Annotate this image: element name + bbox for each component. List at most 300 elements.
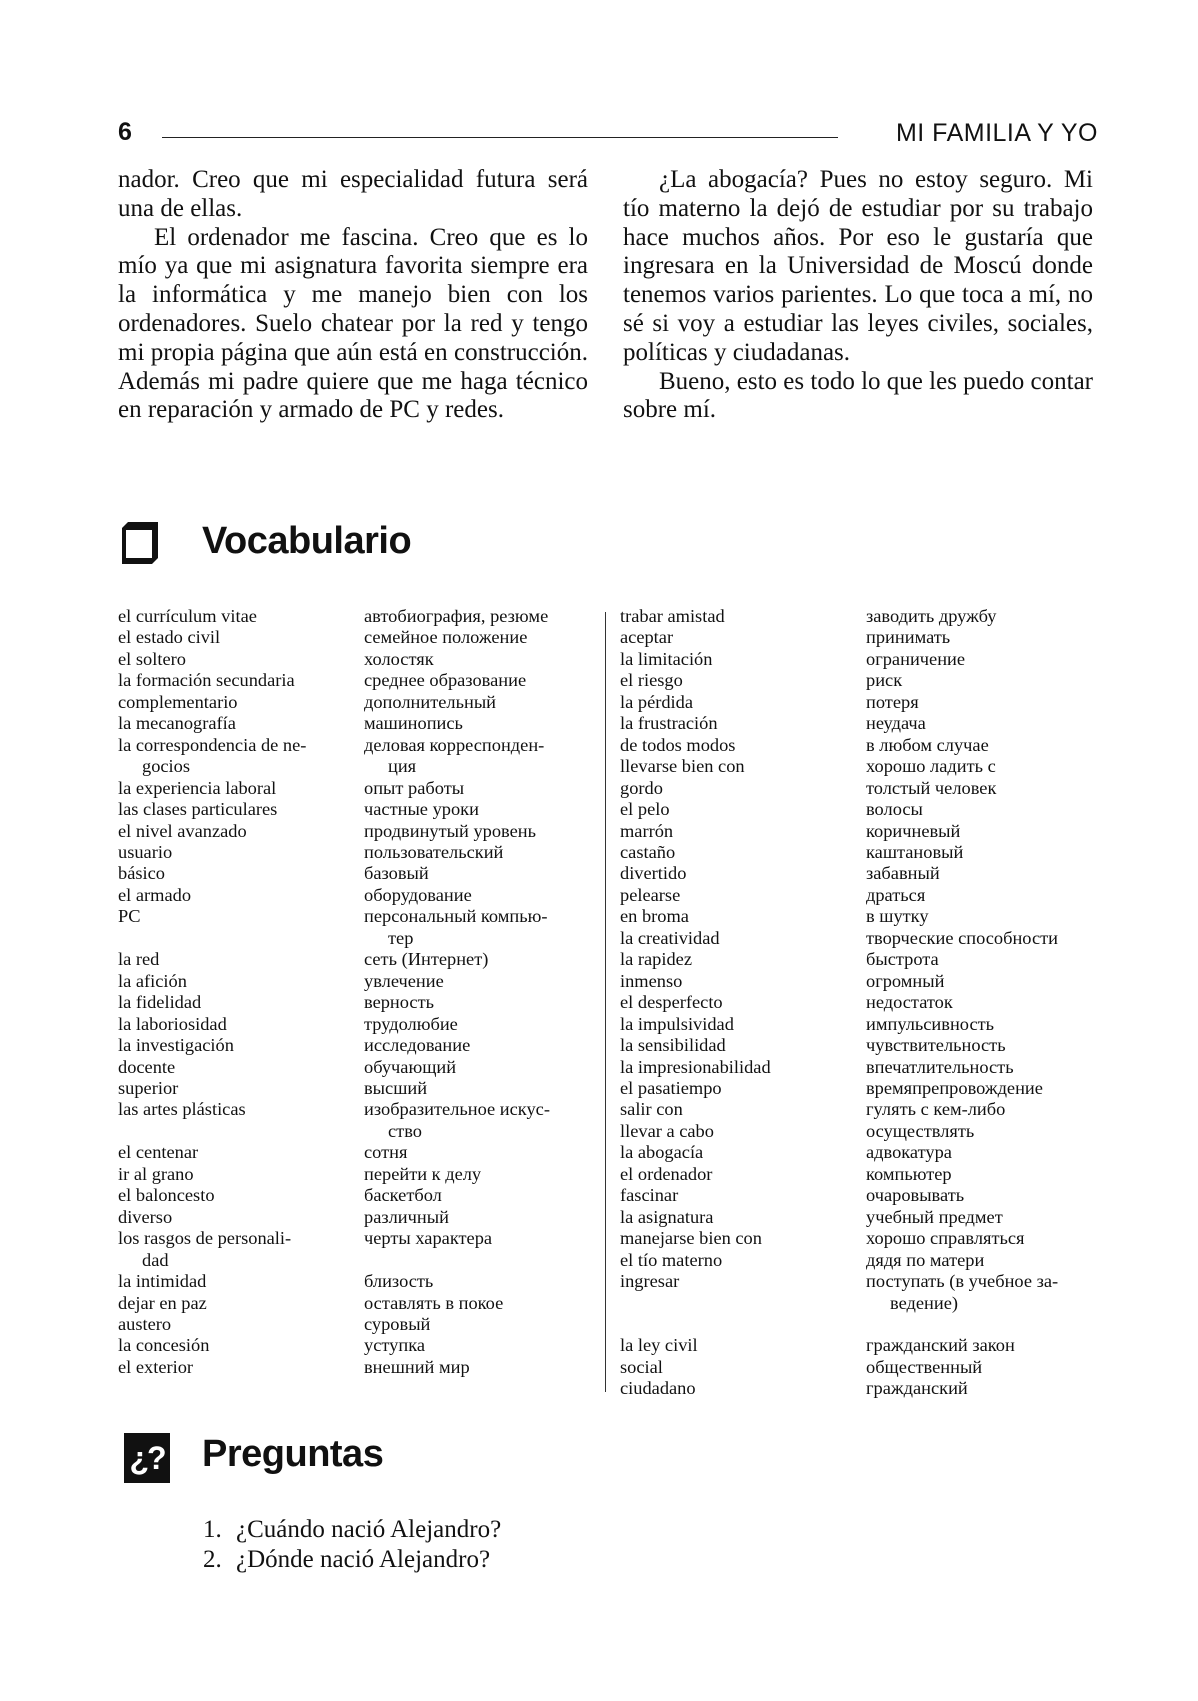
question-text: ¿Cuándo nació Alejandro? bbox=[236, 1516, 502, 1543]
vocab-spanish bbox=[118, 863, 364, 884]
vocab-russian-line: обучающий bbox=[364, 1056, 457, 1077]
vocab-russian-line: волосы bbox=[866, 799, 923, 820]
vocab-russian-line: опыт работы bbox=[364, 777, 465, 798]
vocab-spanish-line: el armado bbox=[118, 884, 192, 905]
vocab-russian bbox=[866, 778, 1098, 799]
vocab-entry bbox=[118, 1314, 598, 1335]
vocab-russian-line: творческие способности bbox=[866, 927, 1059, 948]
vocabulary-half-right bbox=[620, 606, 1100, 1400]
body-paragraph: El ordenador me fascina. Creo que es lo mío ya que mi asignatura favorita siempre era la informática y me manejo bien con los ordenadores. Suelo chatear por la red y tengo mi propia página que aún está en construcción. Además mi padre quiere que me haga técnico en reparación y armado de PC y redes. bbox=[118, 223, 588, 424]
vocab-entry bbox=[118, 1078, 598, 1099]
vocab-spanish-line: docente bbox=[118, 1056, 176, 1077]
vocab-spanish bbox=[620, 1057, 866, 1078]
vocab-russian bbox=[364, 649, 596, 670]
vocab-spanish-line: el estado civil bbox=[118, 627, 221, 648]
vocab-russian bbox=[866, 799, 1098, 820]
vocab-russian-line: забавный bbox=[866, 863, 940, 884]
vocab-entry bbox=[620, 1250, 1100, 1271]
vocab-spanish-line: los rasgos de personali- bbox=[118, 1228, 292, 1249]
vocab-entry bbox=[118, 971, 598, 992]
vocab-entry bbox=[620, 1378, 1100, 1399]
vocab-entry bbox=[118, 885, 598, 906]
question-item bbox=[203, 1515, 903, 1545]
vocab-spanish-line: castaño bbox=[620, 841, 676, 862]
vocab-spanish-line: el desperfecto bbox=[620, 992, 723, 1013]
vocab-russian-line: принимать bbox=[866, 627, 951, 648]
vocab-russian-line: общественный bbox=[866, 1356, 983, 1377]
vocab-russian bbox=[364, 713, 596, 734]
vocab-russian-line: частные уроки bbox=[364, 799, 479, 820]
vocab-russian bbox=[866, 1014, 1098, 1035]
vocab-russian-line: персональный компью- bbox=[364, 906, 548, 927]
vocab-spanish-line: la abogacía bbox=[620, 1142, 704, 1163]
vocab-spanish-line: complementario bbox=[118, 691, 238, 712]
vocab-spanish bbox=[118, 1293, 364, 1314]
vocab-entry bbox=[620, 906, 1100, 927]
vocab-russian bbox=[364, 992, 596, 1013]
vocab-entry bbox=[620, 1057, 1100, 1078]
question-text: ¿Dónde nació Alejandro? bbox=[236, 1546, 491, 1573]
square-outline-icon bbox=[120, 520, 160, 566]
vocab-spanish-line: el riesgo bbox=[620, 670, 683, 691]
vocab-russian bbox=[364, 1014, 596, 1035]
vocab-russian-line: драться bbox=[866, 884, 926, 905]
vocab-entry bbox=[620, 1335, 1100, 1356]
vocab-entry bbox=[620, 1164, 1100, 1185]
vocab-spanish bbox=[118, 1142, 364, 1163]
vocab-russian-line: холостяк bbox=[364, 648, 434, 669]
vocab-spanish bbox=[620, 1228, 866, 1249]
vocab-entry bbox=[118, 1293, 598, 1314]
vocab-russian-line: высший bbox=[364, 1077, 428, 1098]
vocab-russian-line: ограничение bbox=[866, 648, 966, 669]
questions-heading bbox=[118, 1429, 818, 1485]
vocab-russian-line: гражданский закон bbox=[866, 1335, 1015, 1356]
vocab-spanish-line: el pasatiempo bbox=[620, 1077, 722, 1098]
vocab-entry bbox=[118, 713, 598, 734]
vocab-russian bbox=[364, 1142, 596, 1163]
vocab-spanish bbox=[620, 1078, 866, 1099]
vocab-spanish bbox=[118, 1335, 364, 1356]
vocab-entry bbox=[620, 799, 1100, 820]
vocab-entry bbox=[118, 1207, 598, 1228]
vocab-spanish-line: las clases particulares bbox=[118, 799, 278, 820]
vocab-russian bbox=[364, 1164, 596, 1185]
vocab-spanish bbox=[620, 713, 866, 734]
vocab-spanish bbox=[118, 1228, 364, 1271]
vocab-spanish bbox=[118, 735, 364, 778]
vocab-spanish-line: la ley civil bbox=[620, 1335, 698, 1356]
vocab-spanish bbox=[118, 627, 364, 648]
vocab-spanish bbox=[118, 885, 364, 906]
vocab-russian-line: трудолюбие bbox=[364, 1013, 458, 1034]
vocab-spanish-line: PC bbox=[118, 906, 141, 927]
vocab-spanish bbox=[620, 1121, 866, 1142]
vocab-spanish-line: el nivel avanzado bbox=[118, 820, 247, 841]
vocab-russian bbox=[866, 1357, 1098, 1378]
vocab-russian-line: недостаток bbox=[866, 992, 953, 1013]
vocab-spanish-line: el currículum vitae bbox=[118, 606, 257, 626]
vocab-entry bbox=[620, 1357, 1100, 1378]
vocab-russian-line: времяпрепровождение bbox=[866, 1077, 1043, 1098]
vocab-spanish-line: la experiencia laboral bbox=[118, 777, 277, 798]
vocab-russian bbox=[364, 1357, 596, 1378]
vocab-entry bbox=[620, 778, 1100, 799]
vocab-russian-line: перейти к делу bbox=[364, 1163, 482, 1184]
vocab-russian bbox=[866, 821, 1098, 842]
vocab-spanish bbox=[118, 906, 364, 949]
vocab-russian-line: верность bbox=[364, 992, 435, 1013]
vocab-spanish bbox=[118, 971, 364, 992]
question-mark-icon: ¿? bbox=[124, 1433, 170, 1483]
vocab-spanish-line: la afición bbox=[118, 970, 187, 991]
vocab-spanish-line: básico bbox=[118, 863, 165, 884]
vocab-entry bbox=[620, 1035, 1100, 1056]
vocab-spanish bbox=[118, 692, 364, 713]
vocab-spanish bbox=[620, 799, 866, 820]
vocab-russian bbox=[866, 1121, 1098, 1142]
vocab-spanish-line: la correspondencia de ne- bbox=[118, 734, 307, 755]
vocab-spanish bbox=[620, 1035, 866, 1056]
vocab-spanish-line: la impresionabilidad bbox=[620, 1056, 771, 1077]
vocab-entry bbox=[118, 1335, 598, 1356]
vocab-spanish bbox=[118, 713, 364, 734]
vocab-russian bbox=[866, 971, 1098, 992]
vocab-russian-line: близость bbox=[364, 1271, 434, 1292]
vocab-entry bbox=[118, 906, 598, 949]
vocab-entry bbox=[118, 778, 598, 799]
vocab-spanish-line: la red bbox=[118, 949, 160, 970]
vocab-entry bbox=[118, 1271, 598, 1292]
vocab-entry bbox=[620, 842, 1100, 863]
question-number: 1. bbox=[203, 1516, 222, 1543]
vocab-entry bbox=[118, 1185, 598, 1206]
vocab-spanish-line: ciudadano bbox=[620, 1378, 696, 1399]
vocab-russian bbox=[364, 1335, 596, 1356]
vocab-russian-line: черты характера bbox=[364, 1228, 493, 1249]
vocab-spanish bbox=[620, 627, 866, 648]
vocab-spanish bbox=[620, 885, 866, 906]
page-number: 6 bbox=[118, 118, 132, 146]
vocab-entry bbox=[620, 885, 1100, 906]
vocab-russian bbox=[866, 735, 1098, 756]
vocab-russian bbox=[364, 1314, 596, 1335]
vocab-spanish bbox=[118, 1057, 364, 1078]
vocab-russian bbox=[866, 1250, 1098, 1271]
vocab-russian bbox=[866, 1035, 1098, 1056]
vocab-russian-line: среднее образование bbox=[364, 670, 527, 691]
vocab-russian bbox=[364, 863, 596, 884]
vocab-russian-line: хорошо справляться bbox=[866, 1228, 1025, 1249]
vocab-russian-line: потеря bbox=[866, 691, 919, 712]
vocab-spanish-line: diverso bbox=[118, 1206, 173, 1227]
vocab-spanish-line: el ordenador bbox=[620, 1163, 713, 1184]
vocabulary-heading bbox=[118, 516, 818, 572]
vocab-spanish-line: ir al grano bbox=[118, 1163, 194, 1184]
vocab-spanish bbox=[620, 928, 866, 949]
vocab-spanish bbox=[118, 949, 364, 970]
vocab-entry bbox=[118, 1014, 598, 1035]
vocab-russian bbox=[866, 1378, 1098, 1399]
vocab-russian bbox=[866, 863, 1098, 884]
vocab-entry bbox=[620, 1207, 1100, 1228]
vocab-entry bbox=[118, 992, 598, 1013]
vocab-russian-line: автобиография, резюме bbox=[364, 606, 549, 626]
vocab-spanish-line: la laboriosidad bbox=[118, 1013, 227, 1034]
vocab-spanish-line: la concesión bbox=[118, 1335, 210, 1356]
vocab-spanish bbox=[620, 735, 866, 756]
vocab-russian bbox=[866, 1335, 1098, 1356]
vocab-entry bbox=[118, 1228, 598, 1271]
vocab-entry bbox=[620, 1142, 1100, 1163]
vocab-spanish bbox=[118, 1185, 364, 1206]
vocab-russian bbox=[866, 606, 1098, 627]
vocab-entry bbox=[118, 1357, 598, 1378]
vocab-entry bbox=[118, 842, 598, 863]
vocab-entry bbox=[620, 1014, 1100, 1035]
vocab-russian bbox=[866, 692, 1098, 713]
vocab-spanish-line: de todos modos bbox=[620, 734, 736, 755]
vocab-russian-line: уступка bbox=[364, 1335, 426, 1356]
vocab-russian-line: риск bbox=[866, 670, 903, 691]
vocab-spanish bbox=[620, 1357, 866, 1378]
vocab-russian bbox=[364, 627, 596, 648]
vocab-russian-line: каштановый bbox=[866, 841, 964, 862]
vocab-entry bbox=[118, 949, 598, 970]
vocab-russian-line: очаровывать bbox=[866, 1185, 965, 1206]
question-item bbox=[203, 1545, 903, 1575]
vocab-entry bbox=[620, 1228, 1100, 1249]
vocab-russian-line: пользовательский bbox=[364, 841, 504, 862]
vocab-entry bbox=[620, 1099, 1100, 1120]
vocab-russian bbox=[866, 1207, 1098, 1228]
vocab-entry bbox=[118, 1099, 598, 1142]
vocab-russian-line: исследование bbox=[364, 1035, 471, 1056]
vocab-russian-line: впечатлительность bbox=[866, 1056, 1014, 1077]
vocab-spanish-line: el tío materno bbox=[620, 1249, 723, 1270]
vocab-spanish bbox=[118, 842, 364, 863]
vocab-entry bbox=[118, 799, 598, 820]
vocab-entry bbox=[118, 1057, 598, 1078]
vocab-spanish bbox=[620, 906, 866, 927]
vocab-russian bbox=[364, 1228, 596, 1271]
vocabulary-half-left bbox=[118, 606, 598, 1378]
vocab-spanish-line: dad bbox=[142, 1249, 169, 1270]
vocab-spanish-line: dejar en paz bbox=[118, 1292, 207, 1313]
vocab-spanish bbox=[620, 842, 866, 863]
vocab-spanish-line: el centenar bbox=[118, 1142, 199, 1163]
vocab-spanish-line: marrón bbox=[620, 820, 674, 841]
vocab-spanish bbox=[620, 1164, 866, 1185]
vocab-russian-line: оставлять в покое bbox=[364, 1292, 504, 1313]
vocab-russian bbox=[364, 1293, 596, 1314]
vocab-spanish bbox=[118, 649, 364, 670]
header-rule bbox=[162, 137, 838, 138]
vocab-russian-line: в шутку bbox=[866, 906, 929, 927]
vocab-russian-line: ство bbox=[388, 1120, 422, 1141]
vocab-spanish bbox=[620, 971, 866, 992]
vocab-spanish bbox=[620, 670, 866, 691]
vocab-spanish bbox=[620, 692, 866, 713]
vocab-spanish bbox=[118, 670, 364, 691]
vocab-russian bbox=[364, 842, 596, 863]
vocab-spanish-line: en broma bbox=[620, 906, 689, 927]
vocab-spanish bbox=[118, 606, 364, 627]
vocab-russian-line: компьютер bbox=[866, 1163, 952, 1184]
vocab-russian bbox=[364, 1185, 596, 1206]
vocab-entry bbox=[620, 992, 1100, 1013]
vocab-russian bbox=[364, 885, 596, 906]
vocab-russian-line: внешний мир bbox=[364, 1356, 470, 1377]
vocab-entry bbox=[620, 971, 1100, 992]
vocab-russian-line: импульсивность bbox=[866, 1013, 995, 1034]
vocabulary-divider bbox=[605, 612, 606, 1392]
vocabulary-title: Vocabulario bbox=[202, 520, 412, 562]
vocab-spanish bbox=[620, 1207, 866, 1228]
vocab-spanish-line: la pérdida bbox=[620, 691, 694, 712]
vocab-spanish-line: la frustración bbox=[620, 713, 718, 734]
vocab-russian-line: гулять с кем-либо bbox=[866, 1099, 1006, 1120]
vocab-spanish-line: la asignatura bbox=[620, 1206, 714, 1227]
vocab-spanish bbox=[620, 1271, 866, 1314]
vocab-spanish-line: aceptar bbox=[620, 627, 674, 648]
vocab-spanish-line: superior bbox=[118, 1077, 179, 1098]
vocab-russian bbox=[866, 1185, 1098, 1206]
body-paragraph: Bueno, esto es todo lo que les puedo contar sobre mí. bbox=[623, 367, 1093, 424]
vocab-russian bbox=[866, 1078, 1098, 1099]
vocab-russian-line: семейное положение bbox=[364, 627, 528, 648]
vocab-entry bbox=[620, 1121, 1100, 1142]
vocab-spanish bbox=[118, 1014, 364, 1035]
vocab-spanish bbox=[118, 1314, 364, 1335]
vocab-entry bbox=[620, 756, 1100, 777]
vocab-spanish bbox=[118, 1099, 364, 1142]
vocab-russian bbox=[866, 756, 1098, 777]
questions-title: Preguntas bbox=[202, 1433, 384, 1475]
vocab-russian bbox=[866, 1228, 1098, 1249]
vocab-entry bbox=[118, 627, 598, 648]
vocab-spanish bbox=[620, 1378, 866, 1399]
vocab-russian bbox=[866, 1271, 1098, 1314]
vocab-entry bbox=[620, 627, 1100, 648]
vocab-spanish-line: usuario bbox=[118, 841, 173, 862]
vocab-spanish bbox=[620, 649, 866, 670]
vocab-spanish-line: la formación secundaria bbox=[118, 670, 295, 691]
vocab-russian bbox=[866, 1057, 1098, 1078]
vocab-russian bbox=[866, 1164, 1098, 1185]
vocab-spanish bbox=[620, 756, 866, 777]
vocab-russian-line: чувствительность bbox=[866, 1035, 1006, 1056]
vocab-entry bbox=[620, 1185, 1100, 1206]
vocab-spanish-line: el exterior bbox=[118, 1356, 194, 1377]
vocab-spanish-line: la limitación bbox=[620, 648, 713, 669]
vocab-entry bbox=[620, 863, 1100, 884]
questions-list bbox=[203, 1515, 903, 1575]
vocab-entry bbox=[620, 606, 1100, 627]
vocab-russian bbox=[866, 649, 1098, 670]
vocab-russian-line: машинопись bbox=[364, 713, 463, 734]
vocab-entry bbox=[118, 1035, 598, 1056]
vocab-spanish bbox=[620, 821, 866, 842]
vocab-russian-line: быстрота bbox=[866, 949, 939, 970]
vocab-entry bbox=[118, 670, 598, 691]
vocab-spanish-line: llevarse bien con bbox=[620, 756, 745, 777]
vocab-spanish-line: social bbox=[620, 1356, 663, 1377]
vocab-russian bbox=[866, 713, 1098, 734]
vocab-spanish bbox=[118, 821, 364, 842]
vocab-russian bbox=[866, 1099, 1098, 1120]
vocab-russian-line: коричневый bbox=[866, 820, 961, 841]
vocab-russian-line: ведение) bbox=[890, 1292, 958, 1313]
vocab-russian bbox=[866, 1142, 1098, 1163]
vocab-russian-line: огромный bbox=[866, 970, 945, 991]
vocab-entry bbox=[118, 863, 598, 884]
vocab-spanish bbox=[118, 1078, 364, 1099]
vocab-entry bbox=[118, 1142, 598, 1163]
vocab-russian-line: баскетбол bbox=[364, 1185, 442, 1206]
vocab-entry bbox=[118, 606, 598, 627]
vocab-spanish bbox=[620, 992, 866, 1013]
vocab-spanish bbox=[118, 1207, 364, 1228]
vocab-spanish bbox=[620, 949, 866, 970]
vocab-entry bbox=[620, 821, 1100, 842]
vocab-spanish bbox=[118, 992, 364, 1013]
vocab-russian bbox=[364, 1207, 596, 1228]
vocab-spanish bbox=[620, 1099, 866, 1120]
vocab-russian bbox=[364, 670, 596, 691]
vocab-russian bbox=[364, 1057, 596, 1078]
vocab-russian bbox=[866, 906, 1098, 927]
vocab-spanish-line: gordo bbox=[620, 777, 663, 798]
body-paragraph: ¿La abogacía? Pues no estoy seguro. Mi tío materno la dejó de estudiar por su trabajo hace muchos años. Por eso le gustaría que ingresara en la Universidad de Moscú donde tenemos varios parientes. Lo que toca a mí, no sé si voy a estudiar las leyes civiles, sociales, políticas y ciudadanas. bbox=[623, 166, 1093, 366]
vocab-spanish-line: ingresar bbox=[620, 1271, 680, 1292]
vocab-russian bbox=[364, 971, 596, 992]
vocab-russian bbox=[364, 906, 596, 949]
vocab-russian bbox=[364, 799, 596, 820]
vocab-russian-line: хорошо ладить с bbox=[866, 756, 996, 777]
text-column-left bbox=[118, 166, 588, 425]
vocab-entry bbox=[620, 949, 1100, 970]
vocab-russian-line: сеть (Интернет) bbox=[364, 949, 489, 970]
vocab-entry bbox=[620, 928, 1100, 949]
vocab-entry bbox=[620, 1078, 1100, 1099]
vocab-spanish bbox=[118, 1357, 364, 1378]
vocab-spanish-line: salir con bbox=[620, 1099, 683, 1120]
vocab-spanish-line: la creatividad bbox=[620, 927, 720, 948]
vocab-russian bbox=[866, 928, 1098, 949]
vocab-russian-line: заводить дружбу bbox=[866, 606, 997, 626]
vocab-spanish-line: austero bbox=[118, 1313, 172, 1334]
vocab-russian bbox=[364, 1271, 596, 1292]
vocab-russian bbox=[866, 627, 1098, 648]
text-column-right bbox=[623, 166, 1093, 425]
vocab-russian bbox=[364, 735, 596, 778]
running-header bbox=[118, 118, 1098, 152]
vocab-spanish-line: la rapidez bbox=[620, 949, 692, 970]
vocab-russian-line: увлечение bbox=[364, 970, 444, 991]
vocab-spanish bbox=[118, 778, 364, 799]
vocab-spanish bbox=[620, 1142, 866, 1163]
vocab-spanish bbox=[620, 1185, 866, 1206]
body-paragraph: nador. Creo que mi especialidad futura será una de ellas. bbox=[118, 166, 588, 222]
vocab-spanish bbox=[620, 606, 866, 627]
vocab-russian bbox=[866, 992, 1098, 1013]
section-title: MI FAMILIA Y YO bbox=[895, 119, 1098, 147]
vocab-spanish bbox=[620, 1250, 866, 1271]
vocab-russian bbox=[364, 692, 596, 713]
vocab-spanish-line: la sensibilidad bbox=[620, 1035, 726, 1056]
vocab-russian-line: толстый человек bbox=[866, 777, 997, 798]
